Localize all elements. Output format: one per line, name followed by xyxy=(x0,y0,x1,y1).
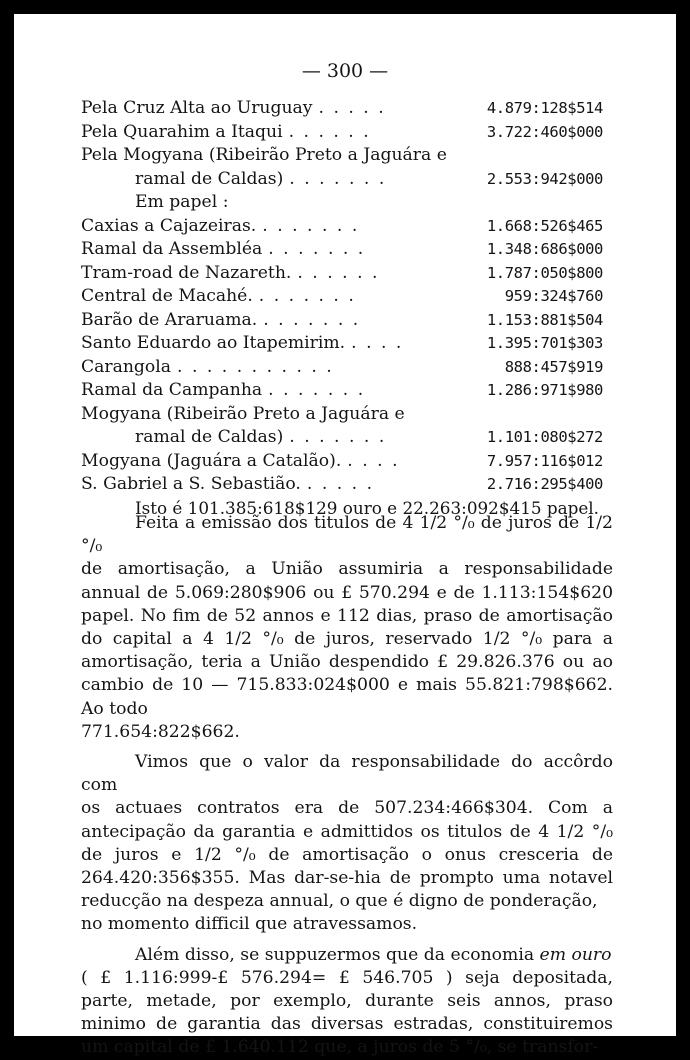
body-text xyxy=(81,512,613,1060)
table-row: Santo Eduardo ao Itapemirim. . . . . 1.395:701$303 xyxy=(81,333,603,353)
table-row: Pela Cruz Alta ao Uruguay . . . . . 4.879:128$514 xyxy=(81,98,603,118)
table-row: Tram-road de Nazareth. . . . . . . 1.787:050$800 xyxy=(81,262,603,283)
table-row: Carangola . . . . . . . . . . . 888:457$919 xyxy=(81,356,603,377)
paragraph-first-line: Feita a emissão dos titulos de 4 1/2 °/₀ de juros de 1/2 °/₀ xyxy=(81,513,613,557)
table-row: Barão de Araruama. . . . . . . . 1.153:881$504 xyxy=(81,309,603,330)
paragraph-first-line: Além disso, se suppuzermos que da economia em ouro xyxy=(135,944,612,965)
table-row: Ramal da Campanha . . . . . . . 1.286:971$980 xyxy=(81,380,603,400)
table-row: S. Gabriel a S. Sebastião. . . . . . 2.716:295$400 xyxy=(81,474,603,494)
table-row: Central de Macahé. . . . . . . . 959:324$760 xyxy=(81,286,603,306)
paragraph-text: ( £ 1.116:999-£ 576.294= £ 546.705 ) seja depositada, parte, metade, por exemplo, durante seis annos, praso minimo de garantia das diversas estradas, constituiremos um capital de £ 1.640.112 que, a juros de 5 °/₀, se transfor- xyxy=(81,967,613,1058)
table-row: ramal de Caldas) . . . . . . . 1.101:080$272 xyxy=(135,427,603,447)
table-section-heading: Em papel : xyxy=(135,192,229,212)
emphasis-text: em ouro xyxy=(539,944,612,965)
railway-values-table xyxy=(81,97,603,520)
table-row: ramal de Caldas) . . . . . . . 2.553:942$000 xyxy=(135,168,603,189)
paragraph xyxy=(81,944,613,1060)
paragraph-last-line: no momento difficil que atravessamos. xyxy=(81,914,418,935)
table-total: Isto é 101.385:618$129 ouro e 22.263:092$415 papel. xyxy=(135,497,600,518)
paragraph-text: os actuaes contratos era de 507.234:466$304. Com a antecipação da garantia e admittidos os titulos de 4 1/2 °/₀ de juros e 1/2 °/₀ de amortisação o onus cresceria de 264.420:356$355. Mas dar-se-hia de prompto uma notavel reducção na despeza annual, o que é digno de ponderação, xyxy=(81,798,613,912)
table-row: Ramal da Assembléa . . . . . . . 1.348:686$000 xyxy=(81,239,603,259)
paragraph xyxy=(81,751,613,937)
paragraph-last-line: 771.654:822$662. xyxy=(81,721,240,742)
table-row: Caxias a Cajazeiras. . . . . . . . 1.668:526$465 xyxy=(81,215,603,236)
table-row: Pela Mogyana (Ribeirão Preto a Jaguára e xyxy=(81,145,447,165)
table-row: Pela Quarahim a Itaqui . . . . . . 3.722:460$000 xyxy=(81,121,603,142)
paragraph xyxy=(81,512,613,744)
table-row: Mogyana (Jaguára a Catalão). . . . . 7.957:116$012 xyxy=(81,450,603,471)
page-number: — 300 — xyxy=(301,60,389,82)
book-page xyxy=(14,14,676,1058)
table-row: Mogyana (Ribeirão Preto a Jaguára e xyxy=(81,403,405,424)
paragraph-text: de amortisação, a União assumiria a responsabilidade annual de 5.069:280$906 ou £ 570.294 e de 1.113:154$620 papel. No fim de 52 annos e 112 dias, praso de amortisação do capital a 4 1/2 °/₀ de juros, reservado 1/2 °/₀ para a amortisação, teria a União despendido £ 29.826.376 ou ao cambio de 10 — 715.833:024$000 e mais 55.821:798$662. Ao todo xyxy=(81,559,613,719)
paragraph-first-line: Vimos que o valor da responsabilidade do accôrdo com xyxy=(81,752,613,796)
